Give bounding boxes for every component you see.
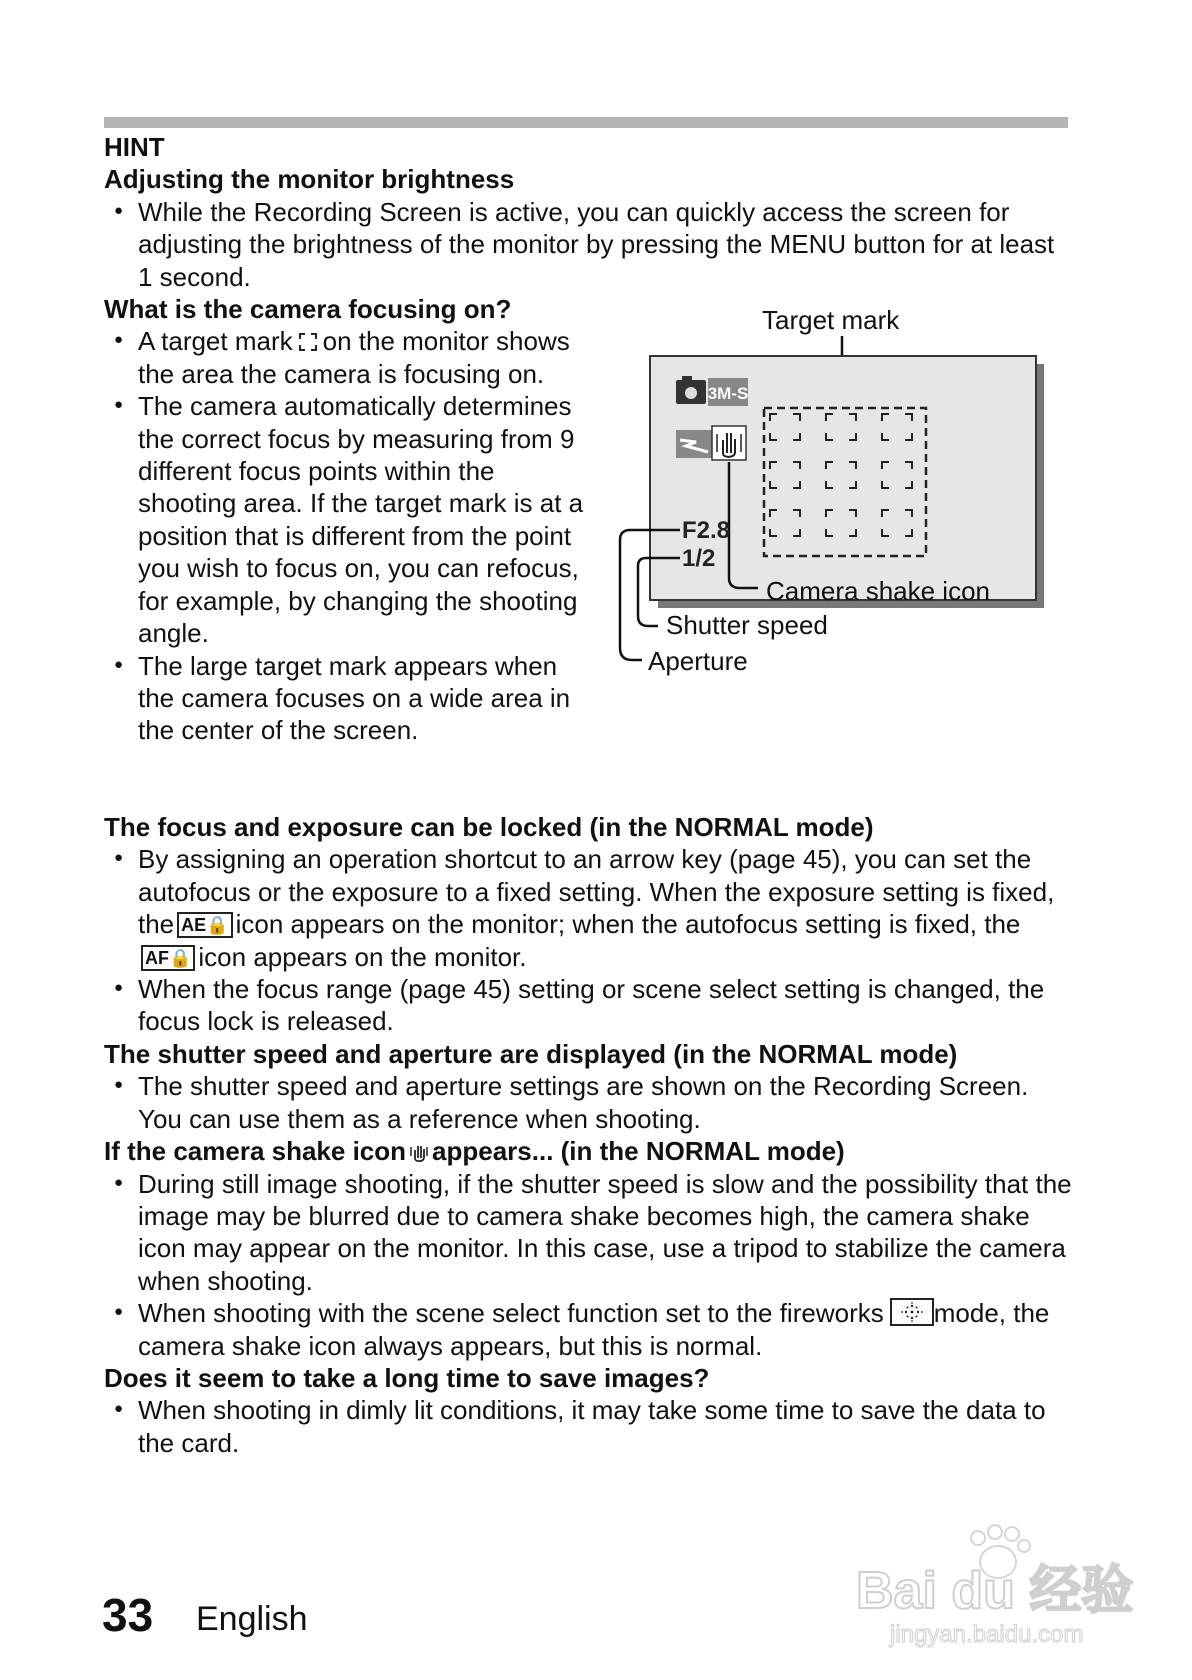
brightness-heading: Adjusting the monitor brightness: [104, 164, 515, 195]
lock-b1-b: icon appears on the monitor; when the autofocus setting is fixed, the: [235, 909, 1021, 940]
camera-shake-icon: [408, 1141, 430, 1163]
camera-shake-screen-icon: [712, 426, 746, 460]
shake-heading: [104, 1135, 1072, 1167]
shake-list: [104, 1168, 1072, 1362]
save-heading: Does it seem to take a long time to save images?: [104, 1362, 710, 1393]
target-mark-icon: [299, 333, 317, 351]
shake-heading-post: appears... (in the NORMAL mode): [432, 1136, 845, 1167]
focus-bullet-3: ● The large target mark appears when the camera focuses on a wide area in the center of the screen.: [104, 650, 594, 747]
shutter-value: 1/2: [682, 545, 716, 572]
watermark-brand: Bai du 经验: [856, 1562, 1134, 1620]
aperture-value: F2.8: [682, 517, 731, 544]
focus-list: [104, 325, 594, 746]
page-language: English: [196, 1600, 308, 1638]
focus-b1-post: on the monitor shows the area the camera is focusing on.: [138, 326, 570, 389]
shake-b2-pre: When shooting with the scene select function set to the fireworks: [138, 1298, 884, 1329]
lock-bullet-2: ● When the focus range (page 45) setting or scene select setting is changed, the focus lock is released.: [104, 973, 1072, 1038]
focus-b1-pre: A target mark: [138, 326, 293, 357]
lock-list: [104, 843, 1072, 1037]
monitor-diagram: [612, 296, 1072, 726]
ae-lock-icon: AE🔒: [177, 912, 232, 938]
camera-shake-label: Camera shake icon: [766, 576, 990, 606]
shake-heading-pre: If the camera shake icon: [104, 1136, 407, 1167]
save-bullet: ● When shooting in dimly lit conditions, it may take some time to save the data to the card.: [104, 1394, 1072, 1459]
shake-b2-post: mode, the camera shake icon always appears, but this is normal.: [138, 1298, 1050, 1361]
focus-heading: What is the camera focusing on?: [104, 294, 512, 325]
lock-bullet-1: [104, 843, 1072, 973]
aperture-label: Aperture: [648, 646, 748, 676]
watermark-url: jingyan.baidu.com: [890, 1621, 1084, 1648]
save-list: [104, 1394, 1072, 1459]
shake-bullet-1: ● During still image shooting, if the shutter speed is slow and the possibility that the image may be blurred due to camera shake becomes high, the camera shake icon may appear on the monitor. In this case, use a tripod to stabilize the camera when shooting.: [104, 1168, 1072, 1298]
baidu-watermark: [850, 1520, 1140, 1650]
lock-b1-c: icon appears on the monitor.: [198, 941, 527, 972]
shutter-speed-label: Shutter speed: [666, 610, 828, 640]
fireworks-icon: [890, 1298, 934, 1326]
shutter-bullet: ● The shutter speed and aperture settings are shown on the Recording Screen. You can use them as a reference when shooting.: [104, 1070, 1072, 1135]
camera-mode-icon: [676, 376, 706, 404]
af-lock-icon: AF🔒: [141, 945, 195, 971]
page-number: 33: [102, 1589, 154, 1641]
target-mark-label: Target mark: [762, 305, 900, 335]
brightness-list: [104, 196, 1072, 293]
hint-title: HINT: [104, 132, 165, 162]
flash-off-icon: [676, 430, 712, 458]
shutter-heading: The shutter speed and aperture are displayed (in the NORMAL mode): [104, 1038, 958, 1069]
focus-bullet-1: [104, 325, 594, 390]
lock-heading: The focus and exposure can be locked (in the NORMAL mode): [104, 812, 874, 843]
lock-b1-a: By assigning an operation shortcut to an arrow key (page 45), you can set the autofocus or the exposure to a fixed setting. When the exposure setting is fixed, the: [138, 844, 1055, 940]
focus-bullet-2: ● The camera automatically determines the correct focus by measuring from 9 different focus points within the shooting area. If the target mark is at a position that is different from the point you wish to focus on, you can refocus, for example, by changing the shooting angle.: [104, 390, 594, 649]
brightness-bullet: ● While the Recording Screen is active, you can quickly access the screen for adjusting the brightness of the monitor by pressing the MENU button for at least 1 second.: [104, 196, 1072, 293]
shake-bullet-2: [104, 1297, 1072, 1362]
shutter-list: [104, 1070, 1072, 1135]
resolution-text: 3M-S: [707, 384, 749, 403]
header-rule: [104, 117, 1068, 128]
